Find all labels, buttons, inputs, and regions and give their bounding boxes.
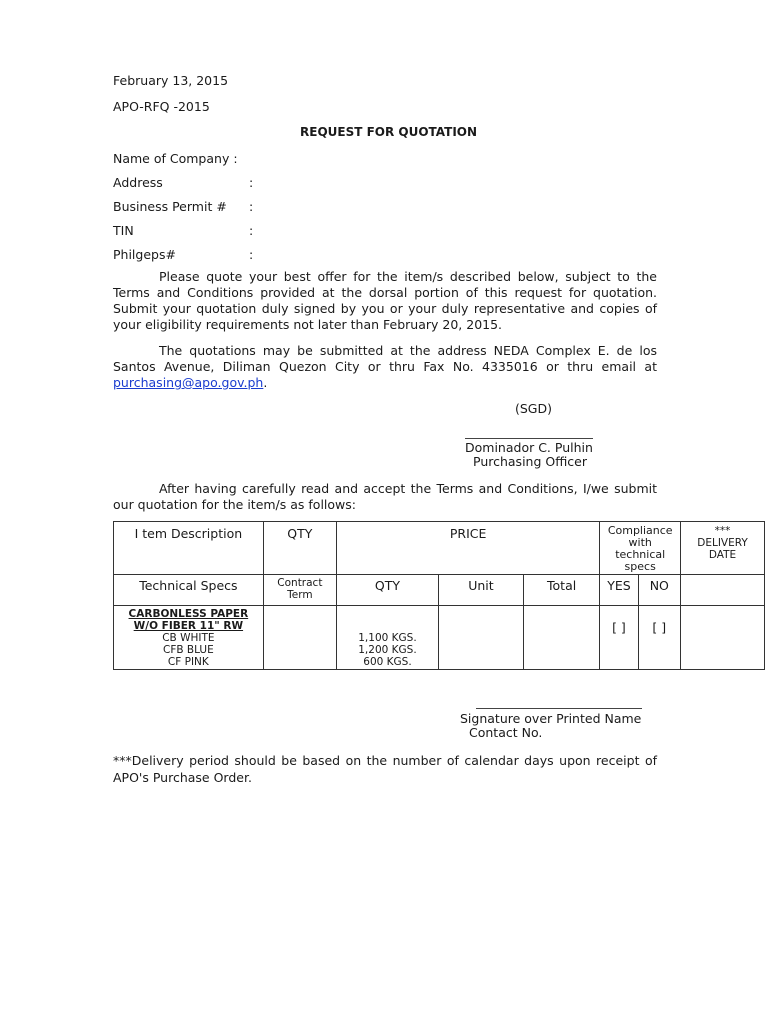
quantity-cell (337, 606, 439, 670)
field-tin-colon: : (249, 223, 254, 238)
unit-price-cell[interactable] (438, 606, 523, 670)
reference-number: APO-RFQ -2015 (113, 99, 210, 114)
item-line: CF PINK (167, 656, 209, 668)
field-permit-colon: : (249, 199, 254, 214)
contract-term-cell[interactable] (263, 606, 336, 670)
header-delivery-blank (681, 575, 765, 606)
item-line: CFB BLUE (162, 644, 214, 656)
submission-paragraph (113, 343, 657, 391)
item-title-line-2: W/O FIBER 11" RW (133, 620, 244, 632)
quantity-line: 1,100 KGS. (358, 632, 417, 644)
header-technical-specs: Technical Specs (114, 575, 264, 606)
field-philgeps-label: Philgeps# (113, 247, 176, 262)
yes-checkbox[interactable]: [ ] (600, 606, 638, 670)
signed-mark: (SGD) (515, 401, 552, 416)
document-title: REQUEST FOR QUOTATION (300, 125, 478, 139)
header-delivery-date: *** DELIVERY DATE (681, 522, 765, 575)
field-permit-label: Business Permit # (113, 199, 227, 214)
header-compliance: Compliance with technical specs (600, 522, 681, 575)
delivery-note (113, 752, 657, 786)
item-title-line-1: CARBONLESS PAPER (128, 608, 249, 620)
field-address-colon: : (249, 175, 254, 190)
officer-position: Purchasing Officer (473, 454, 588, 469)
quantity-line: 600 KGS. (363, 656, 412, 668)
header-item-description: I tem Description (114, 522, 264, 575)
quotation-paragraph (113, 481, 657, 513)
header-contract-term: Contract Term (263, 575, 336, 606)
email-link[interactable]: purchasing@apo.gov.ph (113, 375, 264, 390)
header-price: PRICE (337, 522, 600, 575)
item-line: CB WHITE (162, 632, 215, 644)
header-total: Total (523, 575, 599, 606)
document-date: February 13, 2015 (113, 73, 229, 88)
officer-name: Dominador C. Pulhin (465, 440, 593, 455)
signature-label: Signature over Printed Name (460, 711, 642, 726)
contact-label: Contact No. (469, 725, 543, 740)
quotation-text: After having carefully read and accept the Terms and Conditions, I/we submit our quotation for the item/s as follows: (113, 481, 657, 512)
header-qty-2: QTY (337, 575, 439, 606)
instructions-text: Please quote your best offer for the item/s described below, subject to the Terms and Conditions provided at the dorsal portion of this request for quotation. Submit your quotation duly signed by you or your duly representative and copies of your eligibility requirements not later than February 20, 2015. (113, 269, 657, 332)
item-description-cell (114, 606, 264, 670)
total-price-cell[interactable] (523, 606, 599, 670)
instructions-paragraph (113, 269, 657, 333)
field-company-label: Name of Company : (113, 151, 238, 166)
header-unit: Unit (438, 575, 523, 606)
submission-text: The quotations may be submitted at the address NEDA Complex E. de los Santos Avenue, Diliman Quezon City or thru Fax No. 4335016 or thru email at (113, 343, 657, 374)
field-philgeps-colon: : (249, 247, 254, 262)
quotation-table (113, 521, 765, 670)
header-no: NO (638, 575, 680, 606)
field-address-label: Address (113, 175, 163, 190)
header-yes: YES (600, 575, 638, 606)
no-checkbox[interactable]: [ ] (638, 606, 680, 670)
officer-signature-line (465, 438, 593, 439)
bidder-signature-line (476, 708, 642, 709)
header-qty: QTY (263, 522, 336, 575)
delivery-note-text: ***Delivery period should be based on the number of calendar days upon receipt of APO's Purchase Order. (113, 753, 657, 785)
field-tin-label: TIN (113, 223, 134, 238)
submission-end: . (263, 375, 268, 390)
delivery-date-cell[interactable] (681, 606, 765, 670)
quantity-line: 1,200 KGS. (358, 644, 417, 656)
